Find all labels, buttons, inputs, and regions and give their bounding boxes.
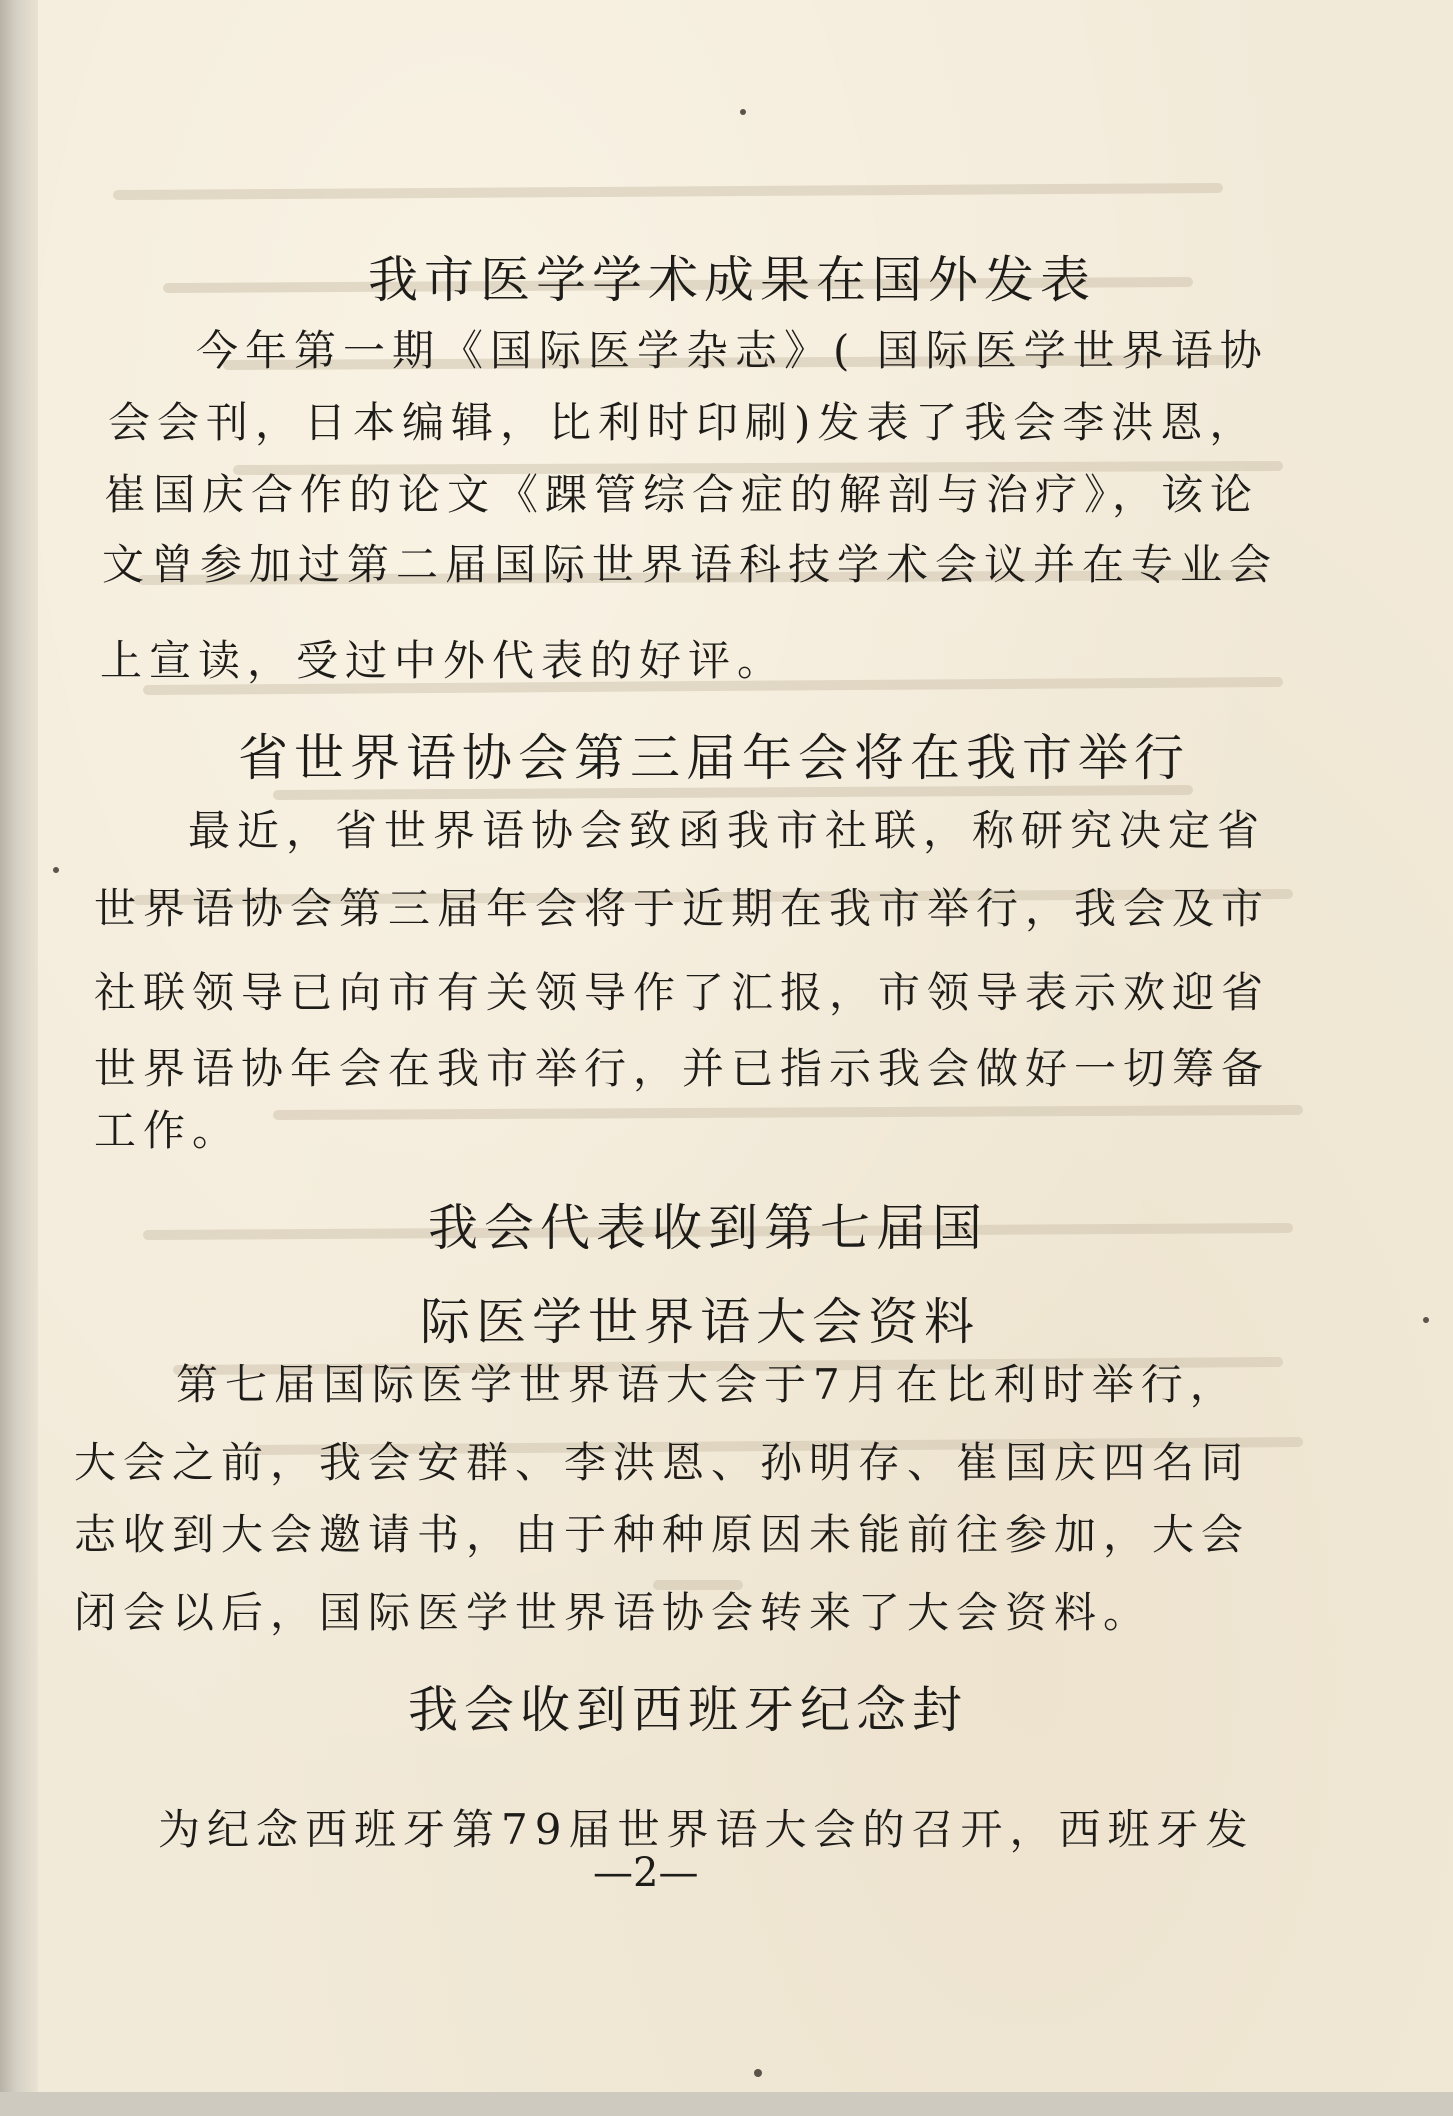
article-heading: 我市医学学术成果在国外发表 — [368, 251, 1096, 309]
article-line: 志收到大会邀请书，由于种种原因未能前往参加，大会 — [74, 1510, 1251, 1559]
article-line: 世界语协会第三届年会将于近期在我市举行，我会及市 — [94, 884, 1271, 933]
article-line: 文曾参加过第二届国际世界语科技学术会议并在专业会 — [102, 540, 1279, 589]
article-line: 社联领导已向市有关领导作了汇报，市领导表示欢迎省 — [94, 968, 1271, 1017]
article-line: 今年第一期《国际医学杂志》( 国际医学世界语协 — [196, 326, 1269, 375]
binding-edge — [0, 0, 38, 2116]
article-line: 最近，省世界语协会致函我市社联，称研究决定省 — [188, 806, 1267, 855]
main-text — [38, 0, 1453, 2092]
article-line: 第七届国际医学世界语大会于7月在比利时举行， — [176, 1360, 1239, 1409]
article-heading: 省世界语协会第三届年会将在我市举行 — [238, 729, 1190, 787]
article-heading: 我会代表收到第七届国 — [428, 1199, 988, 1257]
article-heading: 我会收到西班牙纪念封 — [408, 1681, 968, 1739]
article-line: 闭会以后，国际医学世界语协会转来了大会资料。 — [74, 1588, 1153, 1637]
article-line: 大会之前，我会安群、李洪恩、孙明存、崔国庆四名同 — [74, 1438, 1251, 1487]
article-line: 崔国庆合作的论文《踝管综合症的解剖与治疗》，该论 — [104, 470, 1260, 519]
article-line: 世界语协年会在我市举行，并已指示我会做好一切筹备 — [94, 1044, 1271, 1093]
article-line: 上宣读，受过中外代表的好评。 — [100, 636, 787, 685]
article-line: 会会刊，日本编辑，比利时印刷)发表了我会李洪恩， — [108, 398, 1259, 447]
article-heading: 际医学世界语大会资料 — [420, 1293, 980, 1351]
article-line: 工作。 — [94, 1106, 242, 1155]
page-bottom-edge — [0, 2092, 1453, 2116]
page-number: —2— — [593, 1850, 699, 1896]
document-page — [38, 0, 1453, 2092]
article-line: 为纪念西班牙第79届世界语大会的召开，西班牙发 — [158, 1805, 1255, 1854]
